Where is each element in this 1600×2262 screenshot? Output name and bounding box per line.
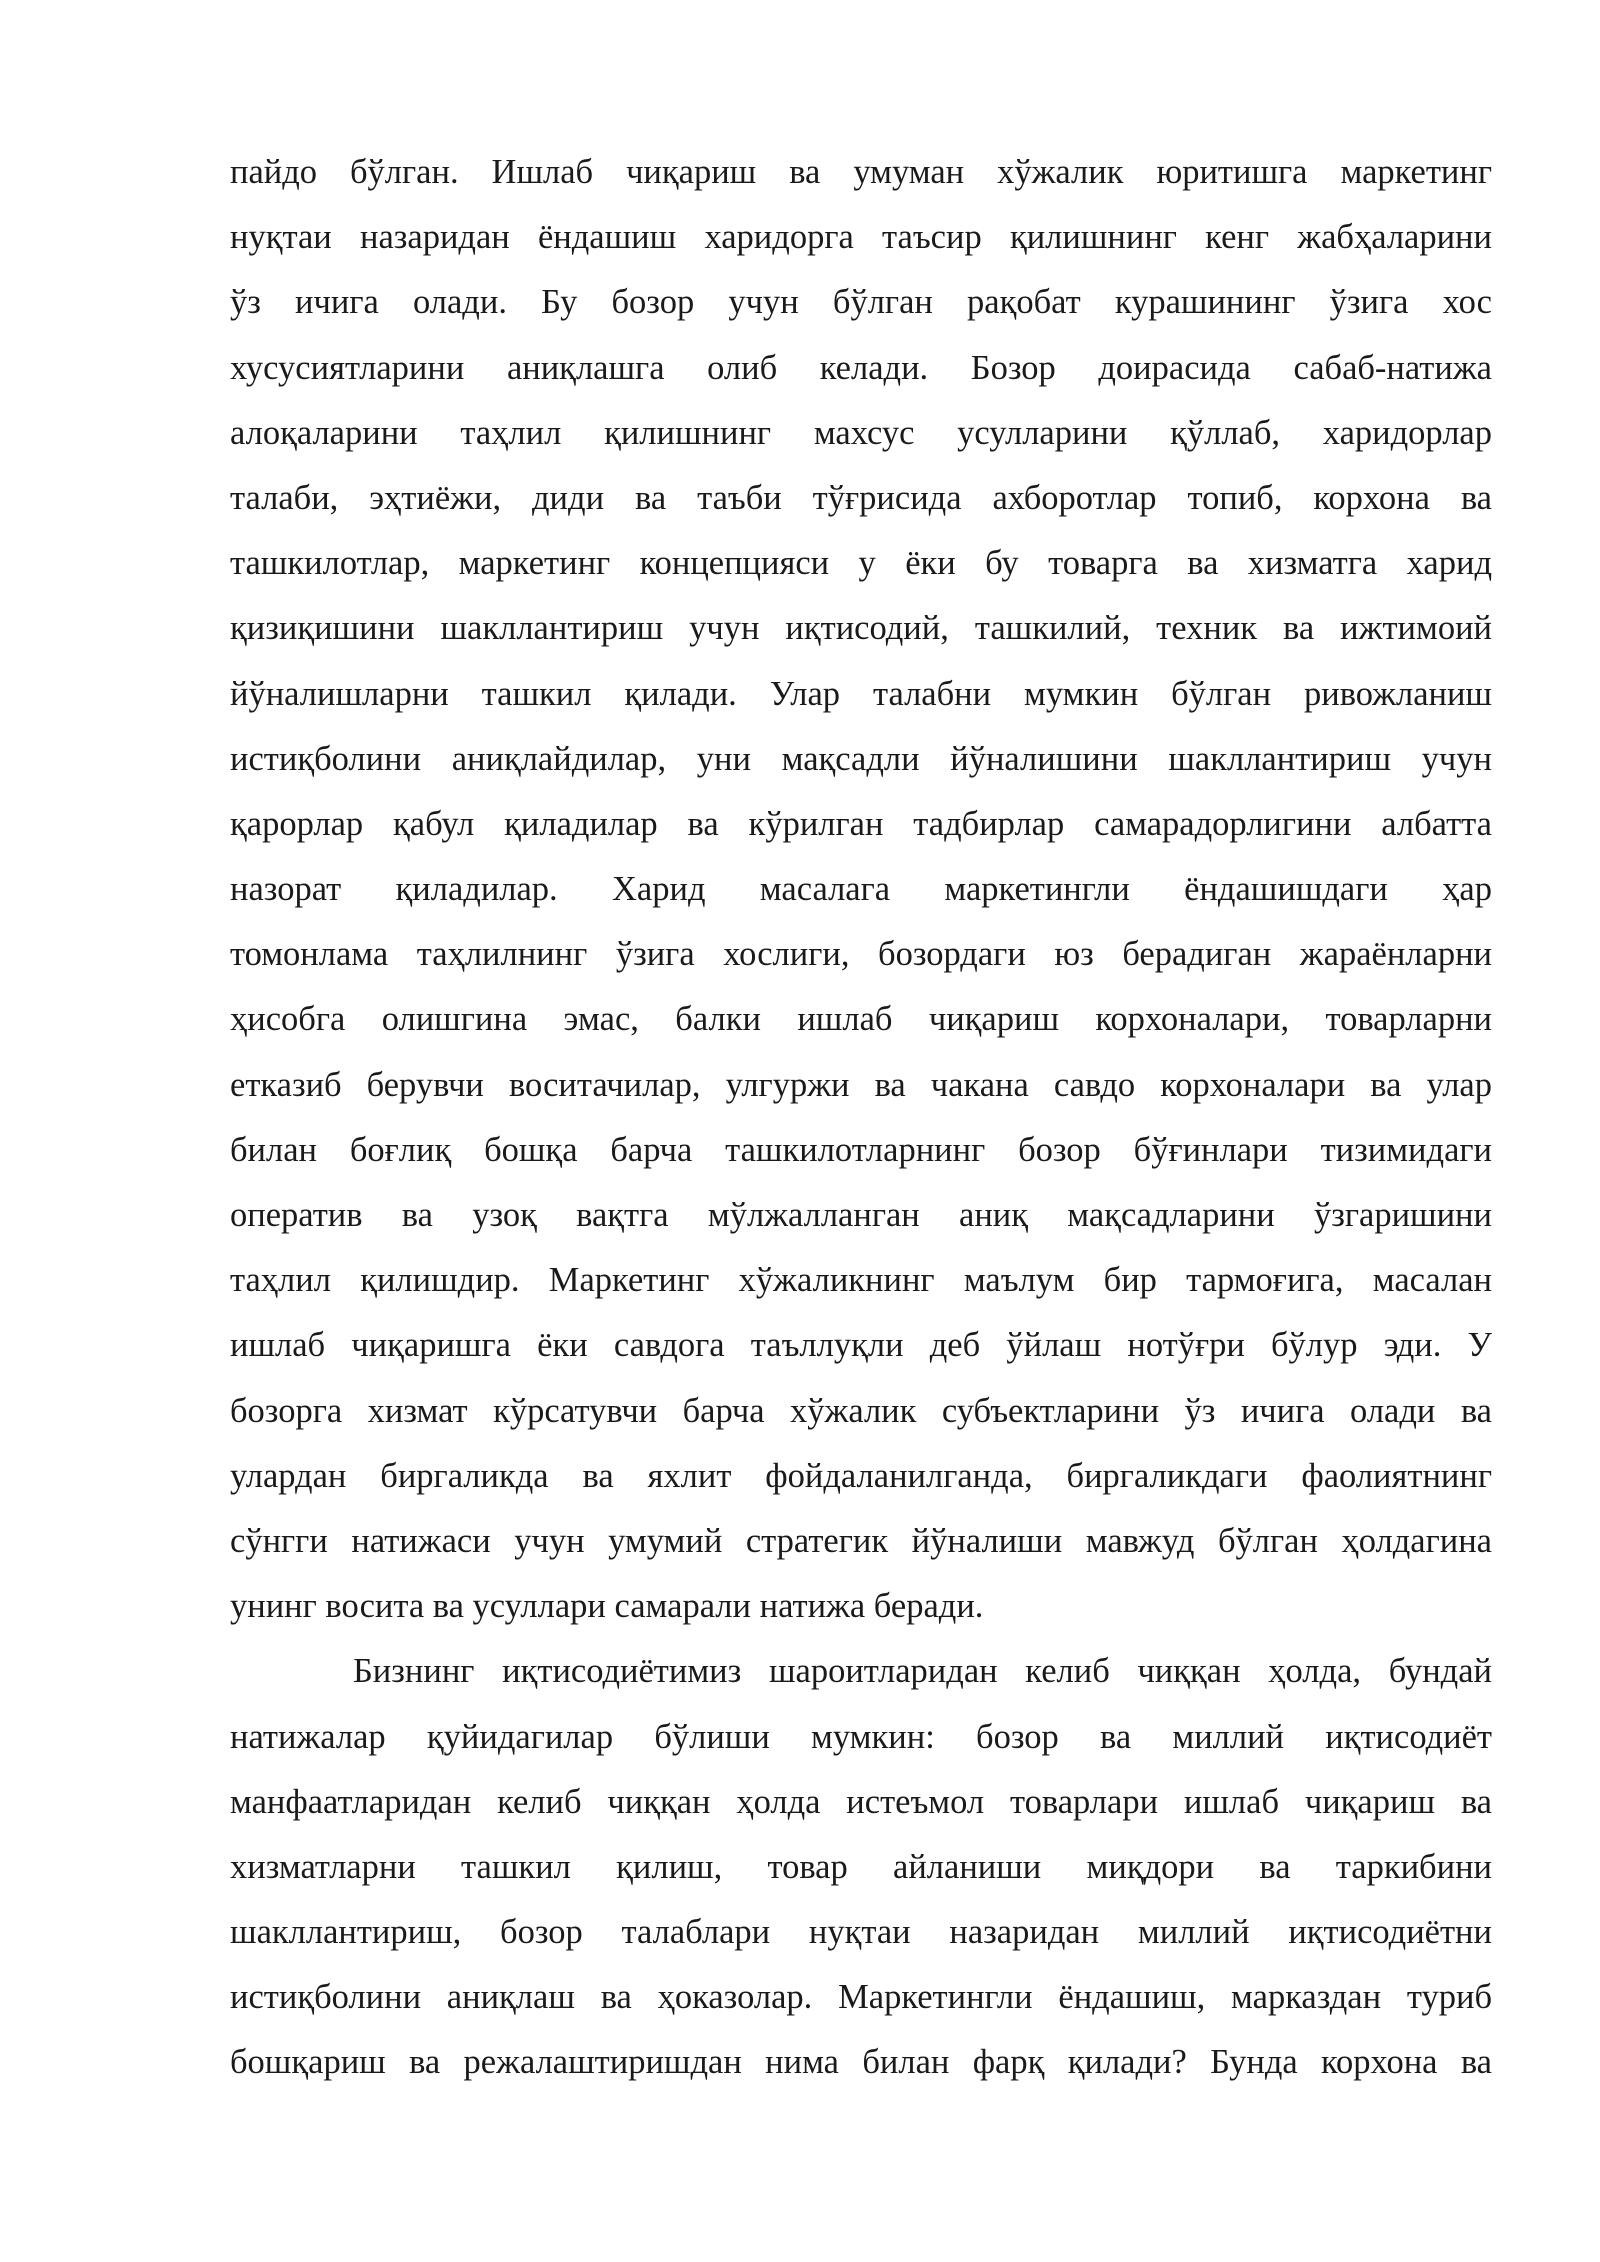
text-line: ташкилотлар, маркетинг концепцияси у ёки бу товарга ва хизматга харид [230, 544, 1492, 583]
text-line: томонлама таҳлилнинг ўзига хослиги, бозордаги юз берадиган жараёнларни [230, 935, 1492, 974]
text-line: алоқаларини таҳлил қилишнинг махсус усулларини қўллаб, харидорлар [230, 413, 1492, 452]
paragraph-1 [230, 140, 1492, 1639]
text-line: назорат қиладилар. Харид масалага маркетингли ёндашишдаги ҳар [230, 870, 1492, 909]
text-line: талаби, эҳтиёжи, диди ва таъби тўғрисида ахборотлар топиб, корхона ва [230, 478, 1492, 517]
text-line: пайдо бўлган. Ишлаб чиқариш ва умуман хўжалик юритишга маркетинг [230, 153, 1492, 191]
text-line: қарорлар қабул қиладилар ва кўрилган тадбирлар самарадорлигини албатта [230, 804, 1492, 843]
text-line: истиқболини аниқлаш ва ҳоказолар. Маркетингли ёндашиш, марказдан туриб [230, 1978, 1492, 2017]
text-line: таҳлил қилишдир. Маркетинг хўжаликнинг маълум бир тармоғига, масалан [230, 1261, 1492, 1300]
text-line: Бизнинг иқтисодиётимиз шароитларидан келиб чиққан ҳолда, бундай [353, 1652, 1492, 1691]
text-line: ишлаб чиқаришга ёки савдога таъллуқли деб ўйлаш нотўғри бўлур эди. У [230, 1326, 1492, 1365]
text-line: ҳисобга олишгина эмас, балки ишлаб чиқариш корхоналари, товарларни [230, 1000, 1492, 1039]
text-line: унинг восита ва усуллари самарали натижа беради. [230, 1587, 984, 1626]
body-text [230, 140, 1492, 2096]
text-line: етказиб берувчи воситачилар, улгуржи ва чакана савдо корхоналари ва улар [230, 1065, 1492, 1104]
text-line: оператив ва узоқ вақтга мўлжалланган аниқ мақсадларини ўзгаришини [230, 1196, 1492, 1234]
text-line: натижалар қуйидагилар бўлиши мумкин: бозор ва миллий иқтисодиёт [230, 1717, 1492, 1756]
text-line: сўнгги натижаси учун умумий стратегик йўналиши мавжуд бўлган ҳолдагина [230, 1521, 1492, 1560]
text-line: хизматларни ташкил қилиш, товар айланиши миқдори ва таркибини [230, 1847, 1492, 1886]
text-line: қизиқишини шакллантириш учун иқтисодий, ташкилий, техник ва ижтимоий [230, 609, 1492, 648]
paragraph-2 [230, 1639, 1492, 2095]
text-line: ўз ичига олади. Бу бозор учун бўлган рақобат курашининг ўзига хос [230, 283, 1492, 322]
text-line: нуқтаи назаридан ёндашиш харидорга таъсир қилишнинг кенг жабҳаларини [230, 218, 1492, 257]
text-line: шакллантириш, бозор талаблари нуқтаи назаридан миллий иқтисодиётни [230, 1913, 1492, 1952]
text-line: улардан биргаликда ва яхлит фойдаланилганда, биргаликдаги фаолиятнинг [230, 1456, 1492, 1495]
text-line: хусусиятларини аниқлашга олиб келади. Бозор доирасида сабаб-натижа [230, 348, 1492, 387]
text-line: билан боғлиқ бошқа барча ташкилотларнинг бозор бўғинлари тизимидаги [230, 1130, 1492, 1169]
text-line: истиқболини аниқлайдилар, уни мақсадли йўналишини шакллантириш учун [230, 739, 1492, 778]
text-line: манфаатларидан келиб чиққан ҳолда истеъмол товарлари ишлаб чиқариш ва [230, 1782, 1492, 1821]
text-line: йўналишларни ташкил қилади. Улар талабни мумкин бўлган ривожланиш [230, 674, 1492, 713]
text-line: бозорга хизмат кўрсатувчи барча хўжалик субъектларини ўз ичига олади ва [230, 1391, 1492, 1430]
text-line: бошқариш ва режалаштиришдан нима билан фарқ қилади? Бунда корхона ва [230, 2043, 1492, 2082]
